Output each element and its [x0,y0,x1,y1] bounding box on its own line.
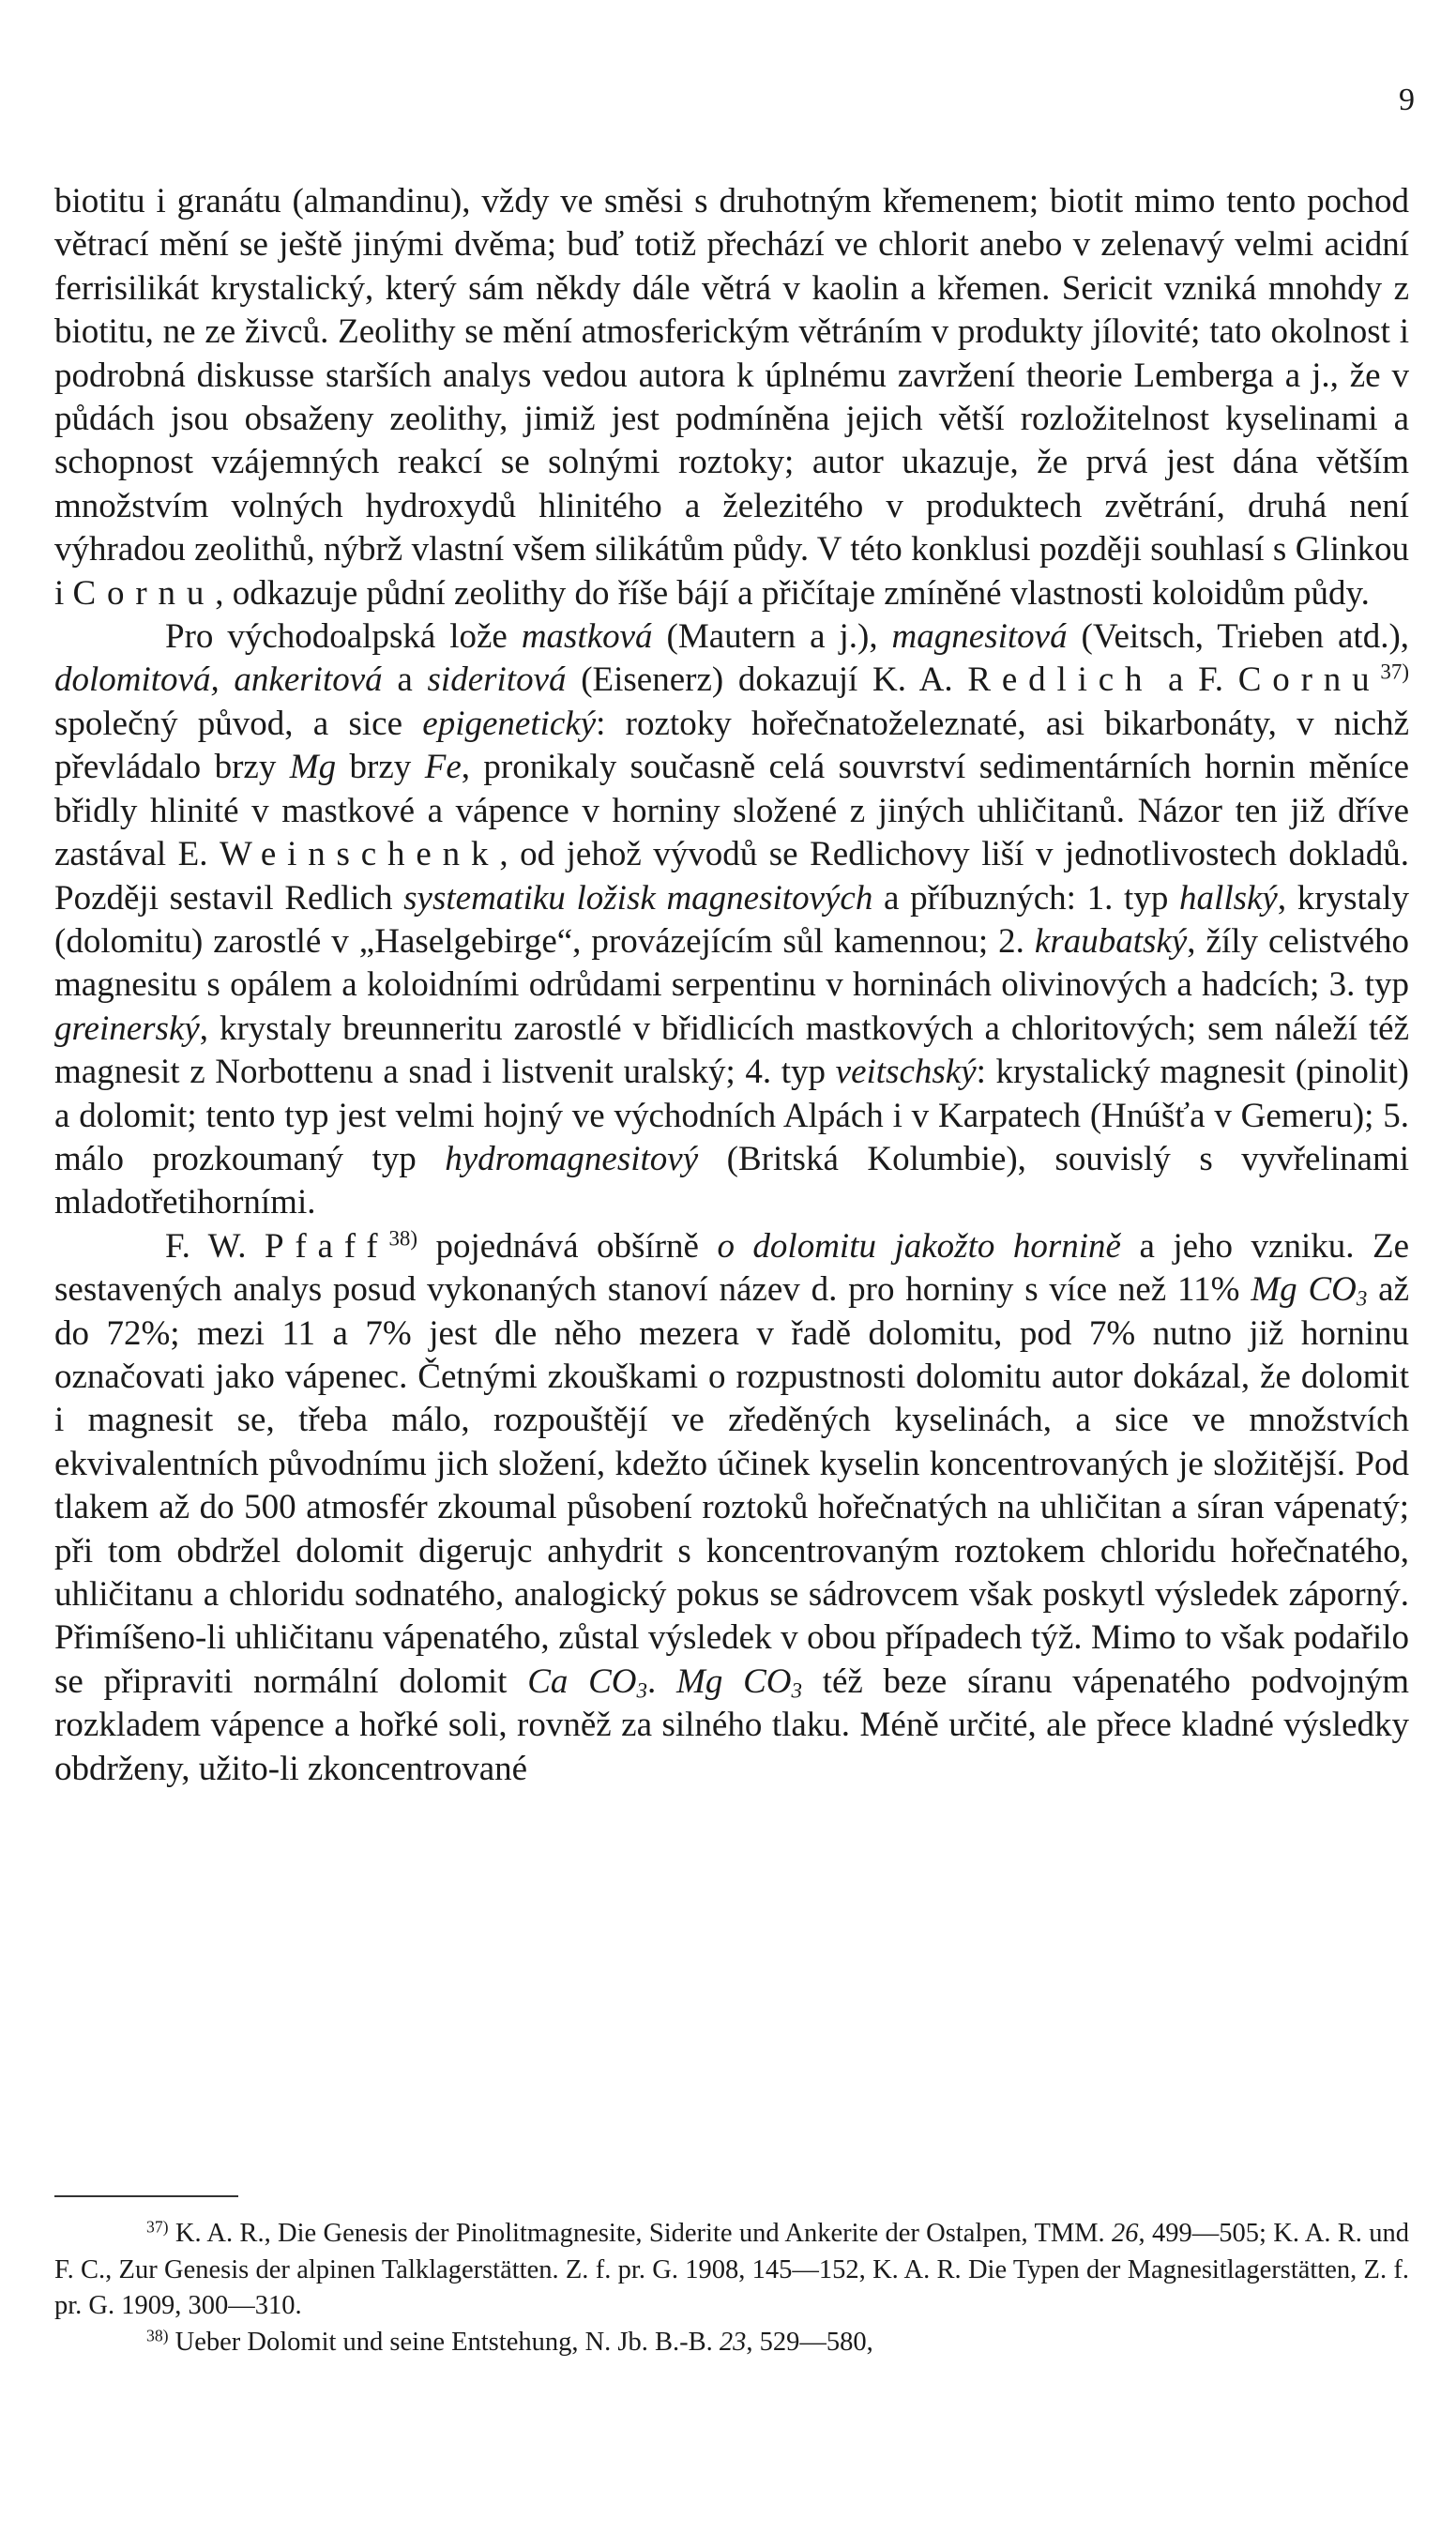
author-name: Weinschenk [220,835,500,874]
author-name: Cornu [72,573,216,613]
footnotes [54,2216,1409,2360]
footnote-ref: 38) [388,1226,418,1251]
author-name: Cornu [1237,660,1381,700]
chemical-formula: Mg $CO_3$ [676,1662,802,1703]
footnote-ref: 37) [1380,660,1409,684]
paragraph-3: F. W. Pfaff$^{38)}$ pojednává obšírně o dolomitu jakožto hornině a jeho vzniku. Ze sestavených analys posud vykonaných stanoví název d. pro horniny s více než 11% Mg $CO_3$ až do 72%; mezi 11 a 7% jest dle něho mezera v řadě dolomitu, pod 7% nutno již horninu označovati jako vápenec. Četnými zkouškami o rozpustnosti dolomitu autor dokázal, že dolomit i magnesit se, třeba málo, rozpouštějí ve zředěných kyselinách, a sice ve množstvích ekvivalentních původnímu jich složení, kdežto účinek kyselin koncentrovaných je složitější. Pod tlakem až do 500 atmosfér zkoumal působení roztoků hořečnatých na uhličitan a síran vápenatý; při tom obdržel dolomit digerujc anhydrit s koncentrovaným roztokem chloridu hořečnatého, uhličitanu a chloridu sodnatého, analogický pokus se sádrovcem však poskytl výsledek záporný. Přimíšeno-li uhličitanu vápenatého, zůstal výsledek v obou případech týž. Mimo to však podařilo se připraviti normální dolomit Ca $CO_3$. Mg $CO_3$ též beze síranu vápenatého podvojným rozkladem vápence a hořké soli, rovněž za silného tlaku. Méně určité, ale přece kladné výsledky obdrženy, užito-li zkoncentrované [54,1226,1410,1788]
footnote-37: $^{37)}$ K. A. R., Die Genesis der Pinolitmagnesite, Siderite und Ankerite der Ostalpen, TMM. 26, 499—505; K. A. R. und F. C., Zur Genesis der alpinen Talklagerstätten. Z. f. pr. G. 1908, 145—152, K. A. R. Die Typen der Magnesitlagerstätten, Z. f. pr. G. 1909, 300—310. [54,2217,1410,2320]
paragraph-2: Pro východoalpská lože mastková (Mautern a j.), magnesitová (Veitsch, Trieben atd.), dolomitová, ankeritová a sideritová (Eisenerz) dokazují K. A. Redlich a F. Cornu$^{37)}$ společný původ, a sice epigenetický: roztoky hořečnatoželeznaté, asi bikarbonáty, v nichž převládalo brzy Mg brzy Fe, pronikaly současně celá souvrství sedimentárních hornin měníce břidly hlinité v mastkové a vápence v horniny složené z jiných uhličitanů. Názor ten již dříve zastával E. Weinschenk, od jehož vývodů se Redlichovy liší v jednotlivostech dokladů. Později sestavil Redlich systematiku ložisk magnesitových a příbuzných: 1. typ hallský, krystaly (dolomitu) zarostlé v „Haselgebirge“, provázejícím sůl kamennou; 2. kraubatský, žíly celistvého magnesitu s opálem a koloidními odrůdami serpentinu v horninách olivinových a hadcích; 3. typ greinerský, krystaly breunneritu zarostlé v břidlicích mastkových a chloritových; sem náleží též magnesit z Norbottenu a snad i listvenit uralský; 4. typ veitschský: krystalický magnesit (pinolit) a dolomit; tento typ jest velmi hojný ve východních Alpách i v Karpatech (Hnúšťa v Gemeru); 5. málo prozkoumaný typ hydromagnesitový (Britská Kolumbie), souvislý s vyvřelinami mladotřetihorními. [54,617,1410,1222]
footnote-divider [54,2195,238,2197]
paragraph-1: biotitu i granátu (almandinu), vždy ve směsi s druhotným křemenem; biotit mimo tento pochod větrací mění se ještě jinými dvěma; buď totiž přechází ve chlorit anebo v zelenavý velmi acidní ferrisilikát krystalický, který sám někdy dále větrá v kaolin a křemen. Sericit vzniká mnohdy z biotitu, ne ze živců. Zeolithy se mění atmosferickým větráním v produkty jílovité; tato okolnost i podrobná diskusse starších analys vedou autora k úplnému zavržení theorie Lemberga a j., že v půdách jsou obsaženy zeolithy, jimiž jest podmíněna jejich větší rozložitelnost kyselinami a schopnost vzájemných reakcí se solnými roztoky; autor ukazuje, že prvá jest dána větším množstvím volných hydroxydů hlinitého a železitého v produktech zvětrání, druhá není výhradou zeolithů, nýbrž vlastní všem silikátům půdy. V této konklusi později souhlasí s Glinkou i Cornu, odkazuje půdní zeolithy do říše bájí a přičítaje zmíněné vlastnosti koloidům půdy. [54,182,1409,613]
author-name: Redlich [967,660,1154,700]
author-name: Pfaff [264,1226,389,1266]
page-number: 9 [1399,83,1415,117]
chemical-formula: Ca $CO_3$ [527,1662,647,1703]
body-text [54,180,1409,1791]
chemical-formula: Mg $CO_3$ [1251,1270,1368,1311]
footnote-38: $^{38)}$ Ueber Dolomit und seine Entstehung, N. Jb. B.-B. 23, 529—580, [146,2325,873,2357]
